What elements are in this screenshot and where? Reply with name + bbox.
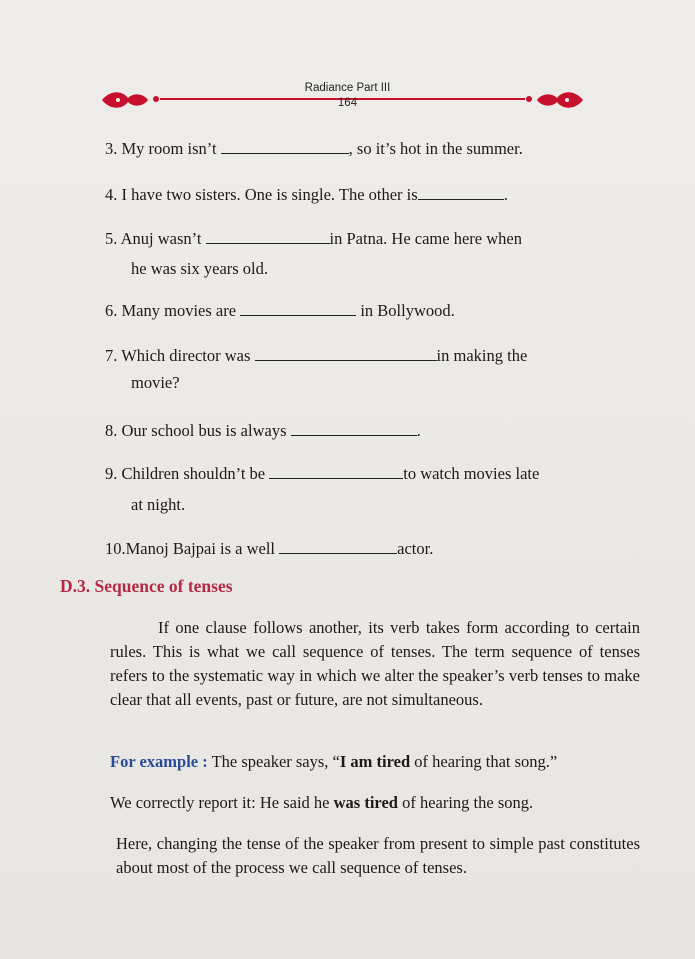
item-continuation: at night. [131, 495, 186, 514]
closing-paragraph: Here, changing the tense of the speaker from present to simple past constitutes about most of the process we call sequence of tenses. [116, 834, 640, 877]
report-text: of hearing the song. [397, 793, 534, 812]
page-header [100, 82, 595, 122]
item-number: 9. [105, 464, 118, 483]
answer-blank[interactable] [291, 421, 417, 436]
exercise-item [105, 459, 539, 489]
report-bold-text: was tired [333, 793, 398, 812]
item-number: 10. [105, 539, 126, 558]
example-bold-text: I am tired [339, 752, 411, 771]
exercise-item [105, 134, 523, 164]
item-text: in Patna. He came here when [329, 229, 522, 248]
example-text: The speaker says, “ [211, 752, 340, 771]
exercise-item [105, 224, 522, 254]
report-text: We correctly report it: He said he [110, 793, 334, 812]
item-number: 5. [105, 229, 118, 248]
item-text: I have two sisters. One is single. The other is [121, 185, 418, 204]
item-text: Manoj Bajpai is a well [125, 539, 276, 558]
report-line [110, 791, 640, 815]
item-text: Our school bus is always [121, 421, 287, 440]
item-text: . [416, 421, 421, 440]
section-heading: D.3. Sequence of tenses [60, 576, 233, 596]
exercise-item [105, 534, 433, 564]
answer-blank[interactable] [269, 464, 403, 479]
exercise-item [105, 296, 455, 326]
book-title: Radiance Part III [304, 82, 391, 94]
item-text: Anuj wasn’t [120, 229, 202, 248]
item-text: My room isn’t [121, 139, 217, 158]
item-number: 4. [105, 185, 118, 204]
answer-blank[interactable] [279, 539, 397, 554]
answer-blank[interactable] [221, 139, 349, 154]
exercise-item [105, 416, 421, 446]
item-continuation: he was six years old. [131, 259, 269, 278]
item-text: , so it’s hot in the summer. [348, 139, 523, 158]
exercise-item [105, 180, 508, 210]
answer-blank[interactable] [240, 301, 356, 316]
item-text: Children shouldn’t be [121, 464, 266, 483]
exercise-item [105, 341, 527, 371]
item-number: 7. [105, 346, 118, 365]
item-text: . [503, 185, 508, 204]
item-text: Many movies are [121, 301, 237, 320]
item-text: Which director was [121, 346, 251, 365]
item-text: in Bollywood. [360, 301, 455, 320]
item-number: 6. [105, 301, 118, 320]
item-text: in making the [436, 346, 528, 365]
item-number: 3. [105, 139, 118, 158]
answer-blank[interactable] [418, 185, 504, 200]
item-number: 8. [105, 421, 118, 440]
answer-blank[interactable] [255, 346, 437, 361]
paragraph-text: If one clause follows another, its verb takes form according to certain rules. This is what we call sequence of tenses. The term sequence of tenses refers to the systematic way in which we alter the speaker’s verb tenses to make clear that all events, past or future, are not simultaneous. [110, 618, 640, 709]
answer-blank[interactable] [206, 229, 330, 244]
item-text: to watch movies late [403, 464, 540, 483]
example-line [110, 750, 640, 774]
item-continuation: movie? [131, 373, 180, 392]
example-label: For example : [110, 752, 208, 771]
page-number: 164 [337, 97, 358, 109]
item-text: actor. [397, 539, 434, 558]
body-paragraph [110, 616, 640, 712]
example-text: of hearing that song.” [410, 752, 558, 771]
